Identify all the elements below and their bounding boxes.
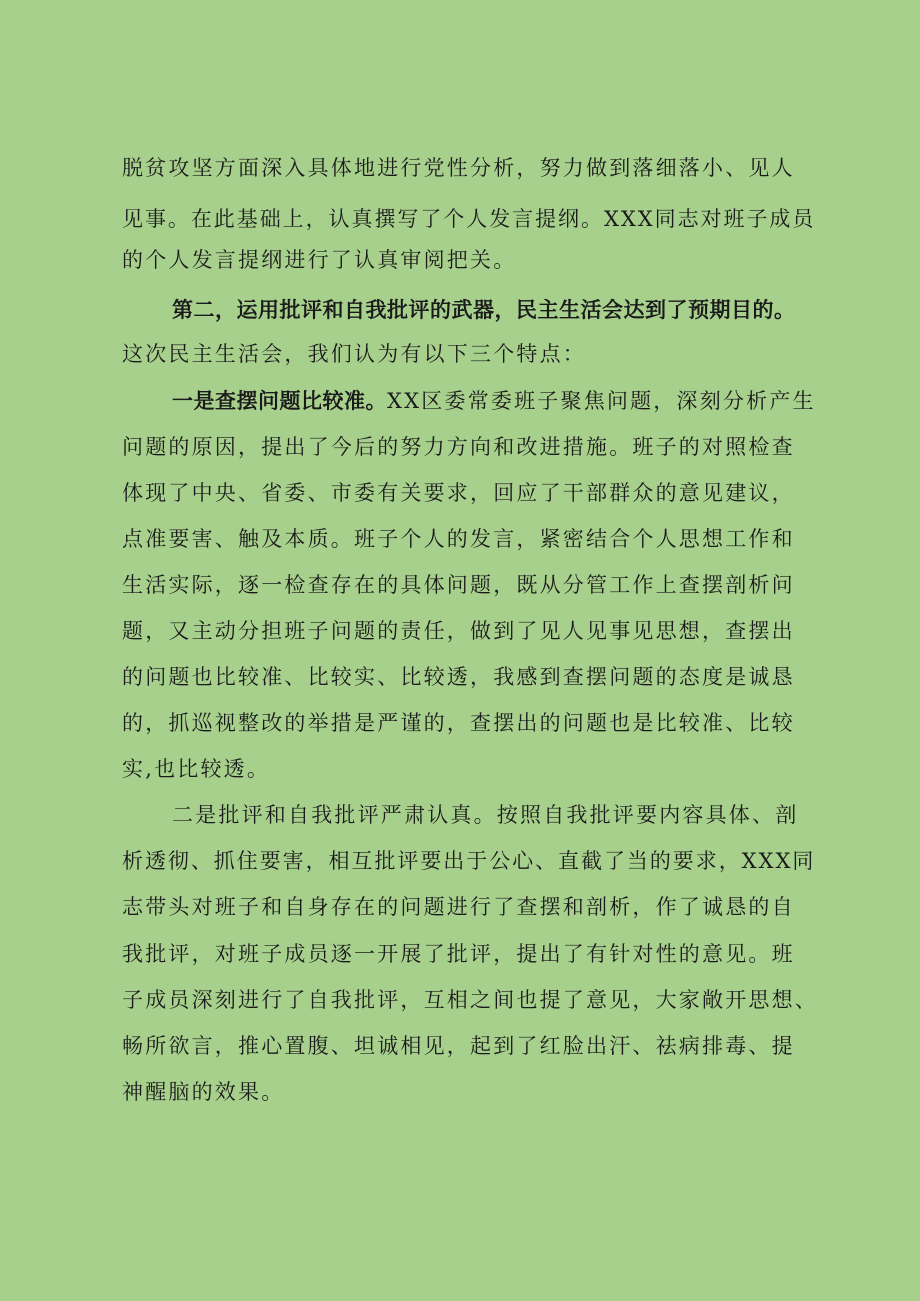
section-heading: 第二，运用批评和自我批评的武器，民主生活会达到了预期目的。: [172, 298, 796, 322]
text-line: 见事。在此基础上，认真撰写了个人发言提纲。XXX同志对班子成员: [122, 207, 816, 231]
text-line: 生活实际，逐一检查存在的具体问题，既从分管工作上查摆剖析问: [122, 573, 795, 597]
text-line: 题，又主动分担班子问题的责任，做到了见人见事见思想，查摆出: [122, 619, 795, 643]
text-line: 志带头对班子和自身存在的问题进行了查摆和剖析，作了诚恳的自: [122, 895, 795, 919]
text-line: 神醒脑的效果。: [122, 1080, 285, 1104]
paragraph-first-line: 二是批评和自我批评严肃认真。按照自我批评要内容具体、剖: [172, 803, 799, 827]
text-line: 的问题也比较准、比较实、比较透，我感到查摆问题的态度是诚恳: [122, 665, 795, 689]
text-line: 子成员深刻进行了自我批评，互相之间也提了意见，大家敞开思想、: [122, 988, 818, 1012]
text-line: 问题的原因，提出了今后的努力方向和改进措施。班子的对照检查: [122, 435, 795, 459]
text-line: 体现了中央、省委、市委有关要求，回应了干部群众的意见建议，: [122, 481, 795, 505]
text-line: 畅所欲言，推心置腹、坦诚相见，起到了红脸出汗、祛病排毒、提: [122, 1034, 795, 1058]
text-line: 我批评，对班子成员逐一开展了批评，提出了有针对性的意见。班: [122, 942, 795, 966]
text-line: 的个人发言提纲进行了认真审阅把关。: [122, 248, 517, 272]
text-line: 这次民主生活会，我们认为有以下三个特点：: [122, 342, 586, 366]
paragraph-first-line: [172, 386, 816, 416]
text-line: 析透彻、抓住要害，相互批评要出于公心、直截了当的要求，XXX同: [122, 849, 816, 873]
text-span: XX区委常委班子聚焦问题，深刻分析产生: [387, 389, 816, 413]
text-line: 脱贫攻坚方面深入具体地进行党性分析，努力做到落细落小、见人: [122, 156, 795, 180]
point-heading: 一是查摆问题比较准。: [172, 389, 387, 413]
text-line: 的，抓巡视整改的举措是严谨的，查摆出的问题也是比较准、比较: [122, 711, 795, 735]
text-line: 实,也比较透。: [122, 757, 271, 781]
text-line: 点准要害、触及本质。班子个人的发言，紧密结合个人思想工作和: [122, 527, 795, 551]
